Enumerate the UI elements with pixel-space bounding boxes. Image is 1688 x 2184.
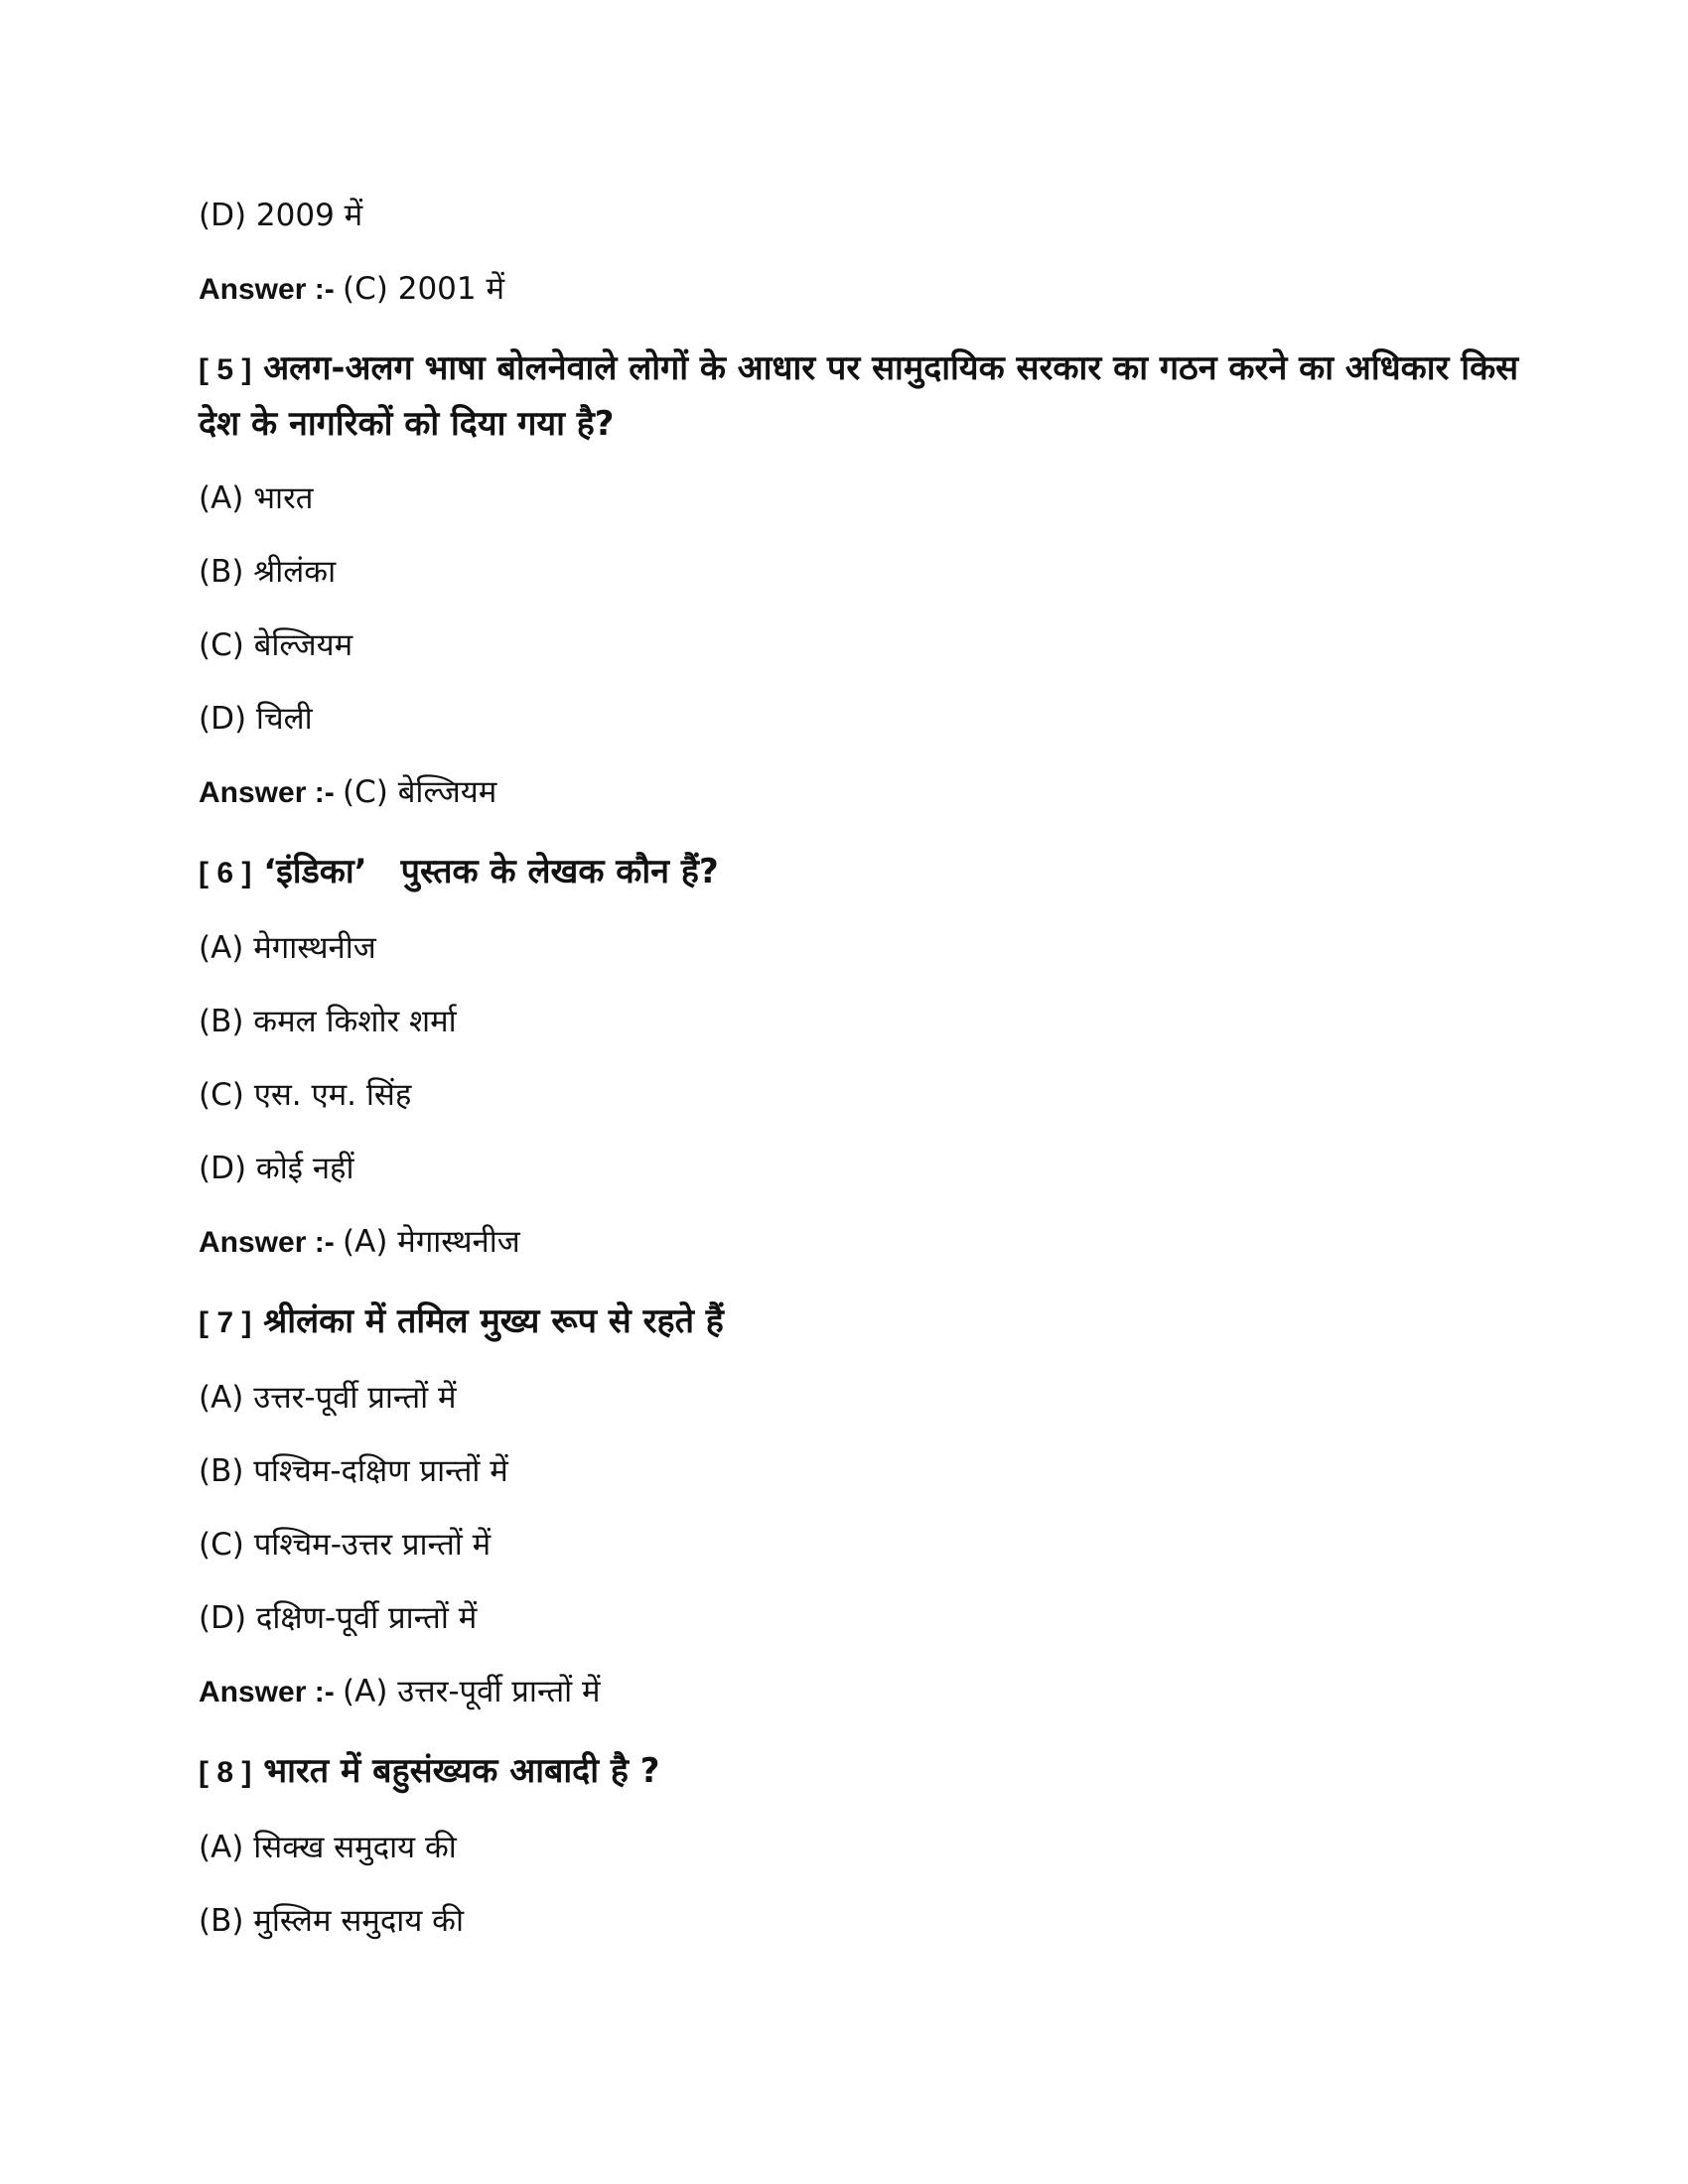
question-7 bbox=[199, 1295, 1529, 1350]
answer-text: (C) 2001 में bbox=[343, 271, 505, 307]
question-text-part1: ‘इंडिका’ bbox=[263, 852, 367, 891]
option-a: (A) भारत bbox=[199, 480, 314, 516]
option-b: (B) कमल किशोर शर्मा bbox=[199, 1004, 457, 1039]
question-8 bbox=[199, 1744, 1529, 1800]
answer-text: (C) बेल्जियम bbox=[343, 774, 497, 810]
answer-line bbox=[199, 770, 1529, 815]
answer-label: Answer :- bbox=[199, 1676, 344, 1708]
option-b: (B) पश्चिम-दक्षिण प्रान्तों में bbox=[199, 1453, 508, 1489]
question-text: भारत में बहुसंख्यक आबादी है ? bbox=[263, 1751, 660, 1791]
answer-label: Answer :- bbox=[199, 273, 344, 306]
question-number: [ 5 ] bbox=[199, 353, 252, 386]
question-text-part2: पुस्तक के लेखक कौन हैं? bbox=[400, 852, 719, 891]
answer-line bbox=[199, 1220, 1529, 1265]
answer-text: (A) मेगास्थनीज bbox=[343, 1224, 520, 1260]
option-d: (D) 2009 में bbox=[199, 198, 363, 233]
question-number: [ 6 ] bbox=[199, 857, 252, 889]
option-d: (D) कोई नहीं bbox=[199, 1151, 354, 1186]
option-a: (A) उत्तर-पूर्वी प्रान्तों में bbox=[199, 1380, 457, 1416]
option-c: (C) एस. एम. सिंह bbox=[199, 1077, 412, 1113]
option-d: (D) चिली bbox=[199, 701, 313, 737]
question-number: [ 8 ] bbox=[199, 1756, 252, 1789]
answer-line bbox=[199, 1670, 1529, 1714]
answer-line bbox=[199, 267, 1529, 312]
question-text: अलग-अलग भाषा बोलनेवाले लोगों के आधार पर सामुदायिक सरकार का गठन करने का अधिकार किस देश के नागरिकों को दिया गया है? bbox=[199, 348, 1519, 444]
answer-label: Answer :- bbox=[199, 776, 344, 809]
answer-text: (A) उत्तर-पूर्वी प्रान्तों में bbox=[343, 1674, 601, 1709]
option-a: (A) सिक्ख समुदाय की bbox=[199, 1830, 457, 1865]
option-c: (C) बेल्जियम bbox=[199, 627, 353, 663]
option-b: (B) मुस्लिम समुदाय की bbox=[199, 1903, 464, 1939]
question-6 bbox=[199, 845, 1529, 900]
question-5 bbox=[199, 341, 1529, 451]
option-d: (D) दक्षिण-पूर्वी प्रान्तों में bbox=[199, 1600, 478, 1636]
option-b: (B) श्रीलंका bbox=[199, 554, 337, 590]
document-page bbox=[199, 194, 1529, 1973]
answer-label: Answer :- bbox=[199, 1226, 344, 1259]
option-a: (A) मेगास्थनीज bbox=[199, 930, 376, 966]
question-number: [ 7 ] bbox=[199, 1306, 252, 1339]
question-text: श्रीलंका में तमिल मुख्य रूप से रहते हैं bbox=[263, 1301, 724, 1341]
option-c: (C) पश्चिम-उत्तर प्रान्तों में bbox=[199, 1527, 492, 1563]
